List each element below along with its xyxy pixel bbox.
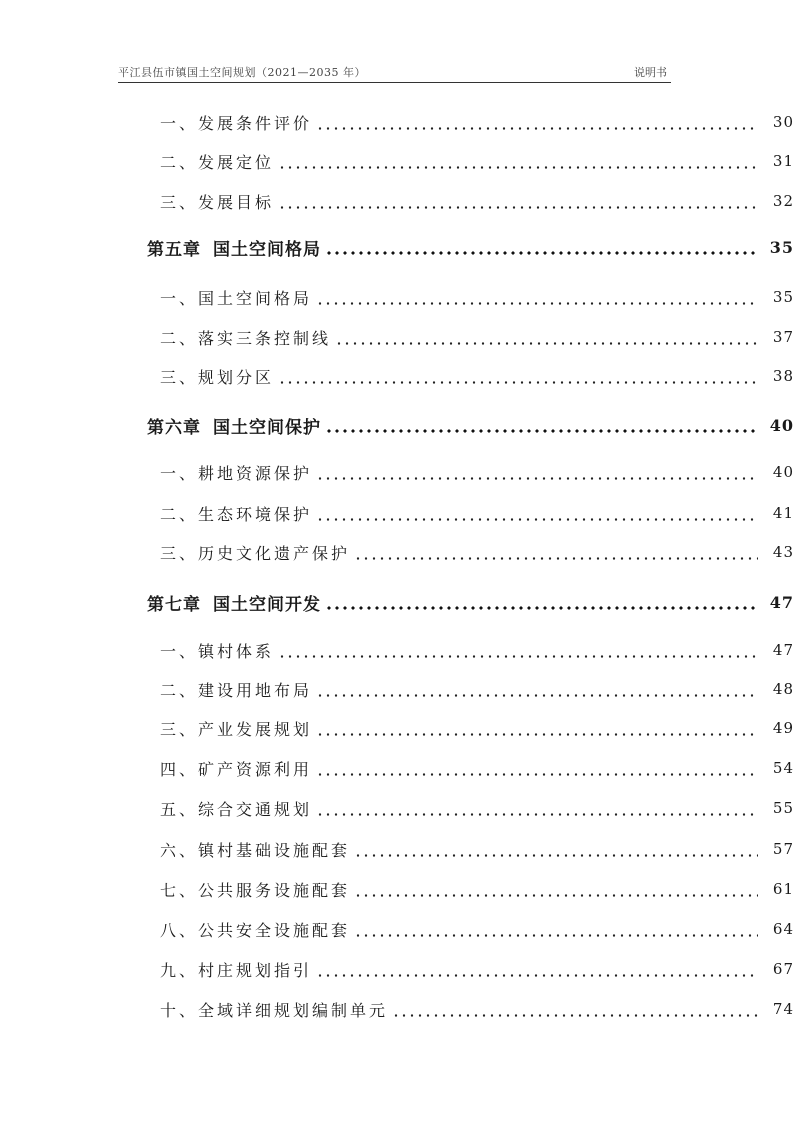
- toc-section-label: 九、村庄规划指引: [160, 960, 313, 980]
- dot-leader: [278, 381, 758, 384]
- toc-page-number: 31: [772, 152, 794, 170]
- toc-section-label: 一、镇村体系: [160, 641, 275, 661]
- toc-section-label: 二、建设用地布局: [160, 680, 313, 700]
- dot-leader: [325, 606, 758, 610]
- toc-section-label: 五、综合交通规划: [160, 799, 313, 819]
- toc-chapter-entry[interactable]: [0, 232, 794, 262]
- toc-section-label: 七、公共服务设施配套: [160, 880, 351, 900]
- toc-page-number: 38: [772, 367, 794, 385]
- toc-page-number: 40: [769, 415, 794, 435]
- toc-page-number: 35: [769, 237, 794, 257]
- dot-leader: [278, 166, 758, 169]
- toc-section-entry[interactable]: [0, 146, 794, 176]
- toc-section-label: 三、发展目标: [160, 192, 275, 212]
- toc-page-number: 37: [772, 328, 794, 346]
- dot-leader: [278, 655, 758, 658]
- dot-leader: [354, 854, 758, 857]
- toc-chapter-label: [147, 413, 321, 438]
- dot-leader: [335, 342, 758, 345]
- toc-section-label: 二、生态环境保护: [160, 504, 313, 524]
- toc-page-number: 64: [772, 920, 794, 938]
- toc-section-entry[interactable]: [0, 635, 794, 665]
- toc-section-label: 一、耕地资源保护: [160, 463, 313, 483]
- toc-page-number: 55: [772, 799, 794, 817]
- toc-page-number: 61: [772, 880, 794, 898]
- toc-page-number: 48: [772, 680, 794, 698]
- toc-chapter-label: [147, 235, 321, 260]
- chapter-title: 国土空间保护: [213, 417, 321, 438]
- chapter-number: 第五章: [147, 239, 201, 260]
- toc-section-entry[interactable]: [0, 834, 794, 864]
- toc-section-label: 十、全域详细规划编制单元: [160, 1000, 389, 1020]
- toc-section-label: 四、矿产资源利用: [160, 759, 313, 779]
- toc-page-number: 47: [769, 592, 794, 612]
- toc-section-label: 八、公共安全设施配套: [160, 920, 351, 940]
- toc-section-entry[interactable]: [0, 537, 794, 567]
- toc-page-number: 67: [772, 960, 794, 978]
- toc-section-entry[interactable]: [0, 361, 794, 391]
- dot-leader: [325, 429, 758, 433]
- toc-page-number: 40: [772, 463, 794, 481]
- toc-section-label: 三、产业发展规划: [160, 719, 313, 739]
- toc-section-label: 二、发展定位: [160, 152, 275, 172]
- toc-section-label: 一、发展条件评价: [160, 113, 313, 133]
- toc-chapter-entry[interactable]: [0, 587, 794, 617]
- dot-leader: [392, 1014, 758, 1017]
- toc-page-number: 54: [772, 759, 794, 777]
- toc-section-entry[interactable]: [0, 498, 794, 528]
- dot-leader: [316, 733, 758, 736]
- dot-leader: [316, 694, 758, 697]
- toc-section-entry[interactable]: [0, 994, 794, 1024]
- toc-page-number: 35: [772, 288, 794, 306]
- toc-section-entry[interactable]: [0, 874, 794, 904]
- toc-section-entry[interactable]: [0, 793, 794, 823]
- toc-section-entry[interactable]: [0, 674, 794, 704]
- toc-page-number: 41: [772, 504, 794, 522]
- dot-leader: [316, 773, 758, 776]
- dot-leader: [316, 974, 758, 977]
- toc-section-entry[interactable]: [0, 954, 794, 984]
- toc-section-label: 一、国土空间格局: [160, 288, 313, 308]
- document-type: 说明书: [634, 66, 667, 79]
- toc-section-entry[interactable]: [0, 457, 794, 487]
- toc-section-entry[interactable]: [0, 914, 794, 944]
- toc-page-number: 49: [772, 719, 794, 737]
- toc-page-number: 32: [772, 192, 794, 210]
- toc-section-entry[interactable]: [0, 713, 794, 743]
- document-title: 平江县伍市镇国土空间规划（2021—2035 年）: [118, 66, 366, 79]
- toc-page-number: 30: [772, 113, 794, 131]
- toc-section-entry[interactable]: [0, 322, 794, 352]
- dot-leader: [316, 518, 758, 521]
- toc-section-label: 三、规划分区: [160, 367, 275, 387]
- dot-leader: [278, 206, 758, 209]
- toc-chapter-entry[interactable]: [0, 410, 794, 440]
- toc-page-number: 43: [772, 543, 794, 561]
- chapter-title: 国土空间开发: [213, 594, 321, 615]
- toc-page-number: 74: [772, 1000, 794, 1018]
- toc-section-entry[interactable]: [0, 282, 794, 312]
- toc-section-entry[interactable]: [0, 753, 794, 783]
- chapter-number: 第六章: [147, 417, 201, 438]
- chapter-number: 第七章: [147, 594, 201, 615]
- dot-leader: [316, 477, 758, 480]
- dot-leader: [316, 302, 758, 305]
- toc-chapter-label: [147, 590, 321, 615]
- dot-leader: [354, 934, 758, 937]
- chapter-title: 国土空间格局: [213, 239, 321, 260]
- dot-leader: [325, 251, 758, 255]
- toc-section-label: 二、落实三条控制线: [160, 328, 332, 348]
- toc-section-entry[interactable]: [0, 186, 794, 216]
- toc-page-number: 57: [772, 840, 794, 858]
- dot-leader: [354, 557, 758, 560]
- dot-leader: [354, 894, 758, 897]
- toc-page-number: 47: [772, 641, 794, 659]
- toc-section-label: 六、镇村基础设施配套: [160, 840, 351, 860]
- toc-section-label: 三、历史文化遗产保护: [160, 543, 351, 563]
- dot-leader: [316, 127, 758, 130]
- toc-section-entry[interactable]: [0, 107, 794, 137]
- dot-leader: [316, 813, 758, 816]
